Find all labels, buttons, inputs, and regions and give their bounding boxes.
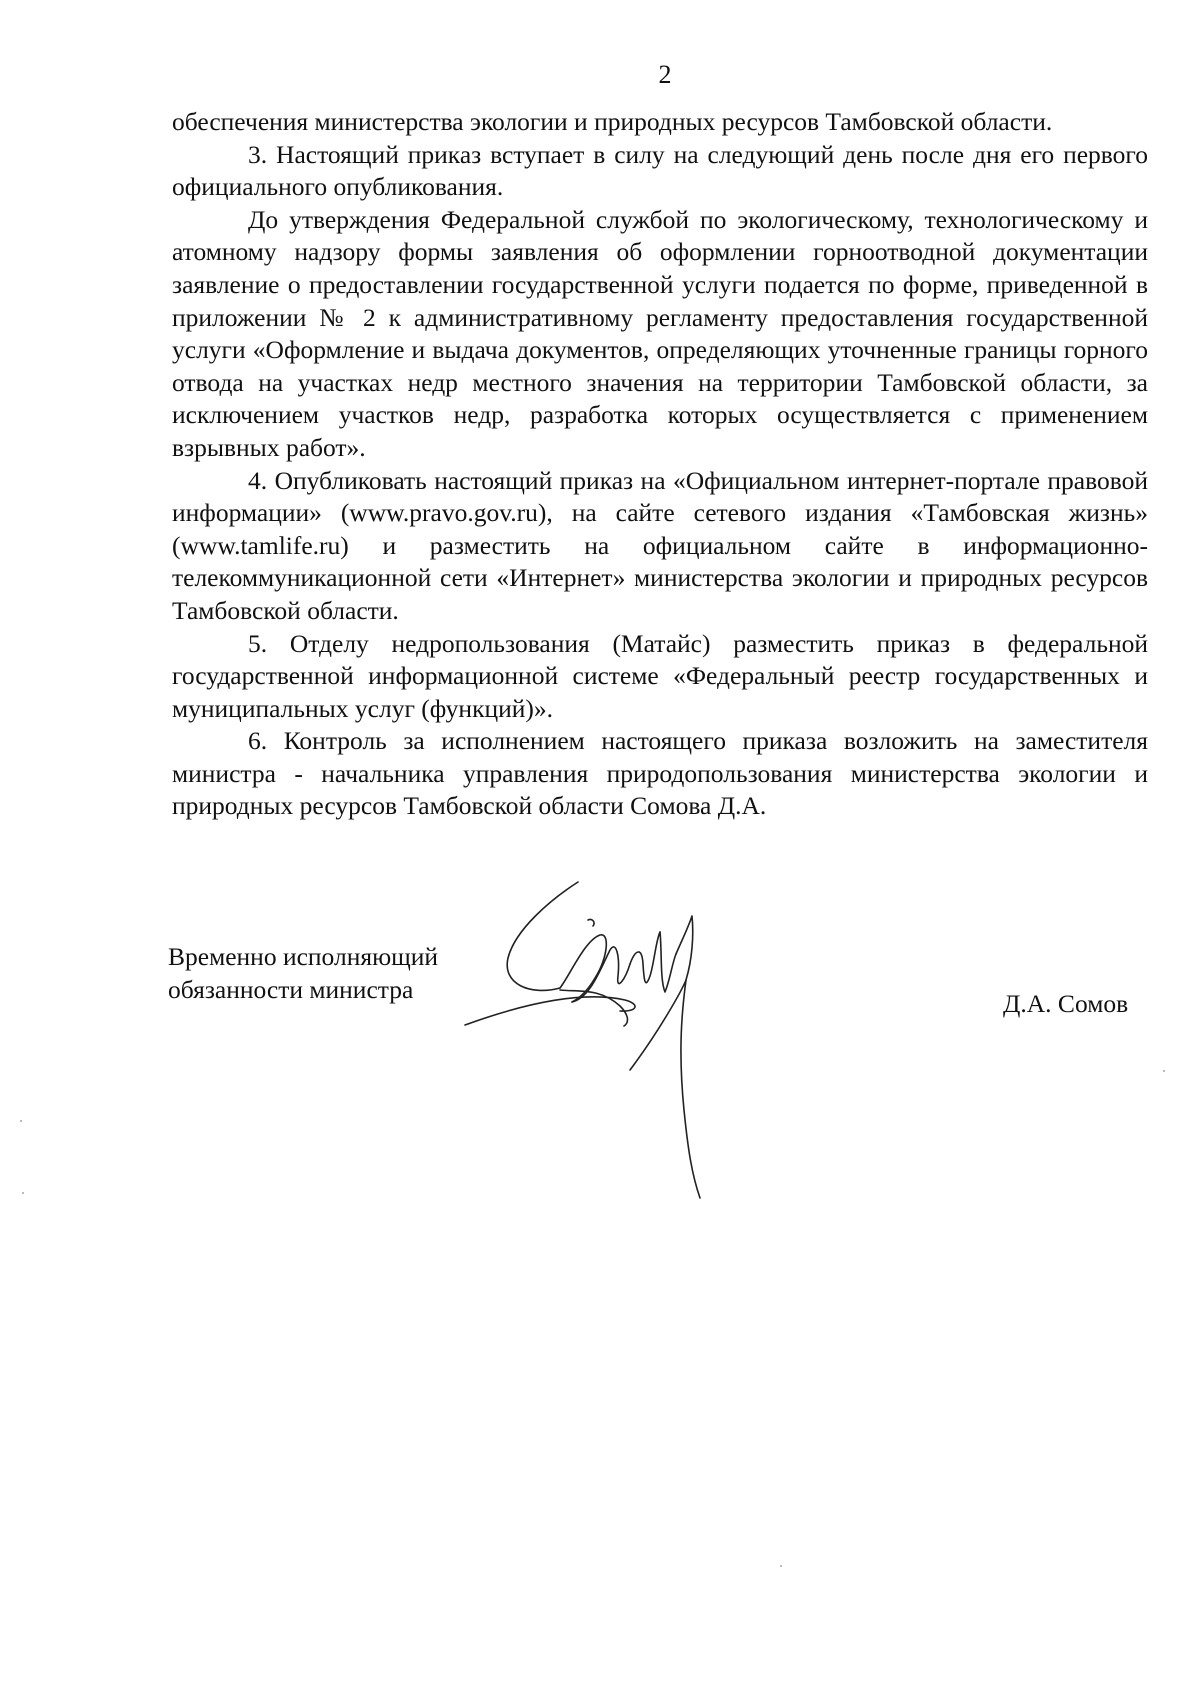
scan-speck [20,1120,22,1122]
signatory-title-line-1: Временно исполняющий [168,942,439,971]
paragraph-continuation: обеспечения министерства экологии и природных ресурсов Тамбовской области. [172,107,1053,136]
paragraph-item-3: 3. Настоящий приказ вступает в силу на следующий день после дня его первого официального опубликования. [172,139,1148,202]
signatory-title [168,941,438,1006]
scan-speck [22,1192,24,1194]
paragraph-item-6: 6. Контроль за исполнением настоящего приказа возложить на заместителя министра - начальника управления природопользования министерства экологии и природных ресурсов Тамбовской области Сомова Д.А. [172,726,1148,821]
scan-speck [780,1565,782,1567]
paragraph-transitional-provision: До утверждения Федеральной службой по экологическому, технологическому и атомному надзору формы заявления об оформлении горноотводной документации заявление о предоставлении государственной услуги подается по форме, приведенной в приложении № 2 к административному регламенту предоставления государственной услуги «Оформление и выдача документов, определяющих уточненные границы горного отвода на участках недр местного значения на территории Тамбовской области, за исключением участков недр, разработка которых осуществляется с применением взрывных работ». [172,204,1148,462]
handwritten-signature [460,880,760,1200]
paragraph-item-4: 4. Опубликовать настоящий приказ на «Официальном интернет-портале правовой информации» (www.pravo.gov.ru), на сайте сетевого издания «Тамбовская жизнь» (www.tamlife.ru) и разместить на официальном сайте в информационно-телекоммуникационной сети «Интернет» министерства экологии и природных ресурсов Тамбовской области. [172,465,1148,625]
paragraph-item-5: 5. Отделу недропользования (Матайс) разместить приказ в федеральной государственной информационной системе «Федеральный реестр государственных и муниципальных услуг (функций)». [172,628,1148,723]
signatory-title-line-2: обязанности министра [168,974,414,1004]
document-body [172,106,1148,823]
page-number: 2 [658,60,672,89]
scan-speck [1163,1070,1165,1072]
signatory-name: Д.А. Сомов [1003,989,1129,1018]
